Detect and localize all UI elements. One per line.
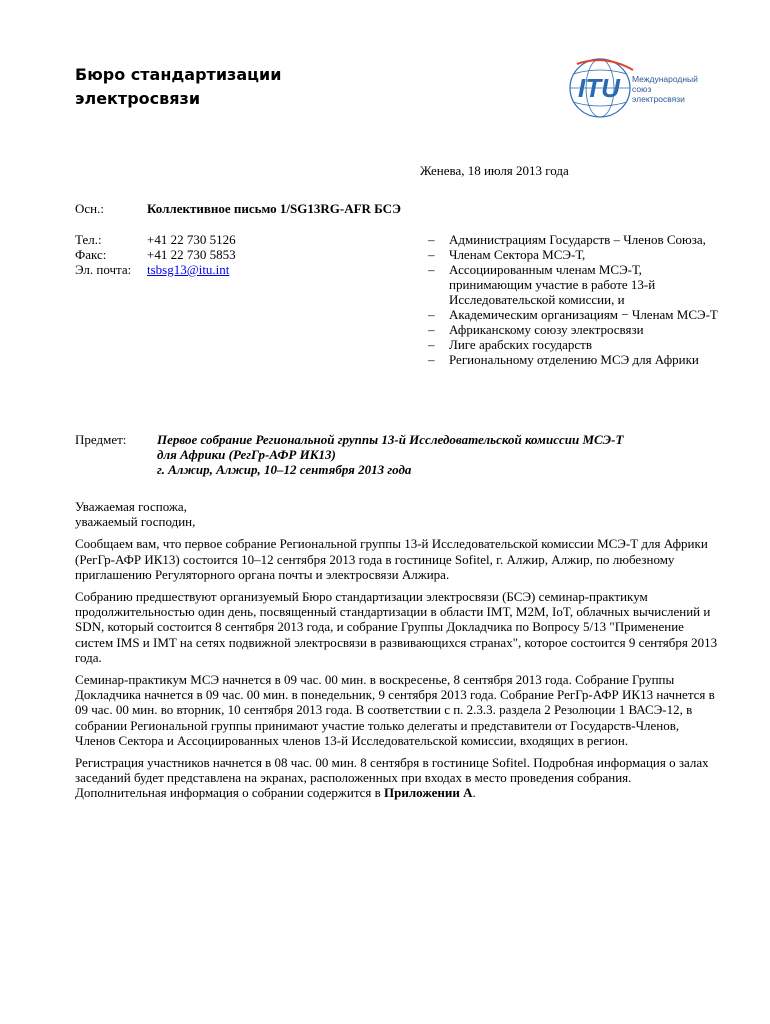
contact-fax — [75, 247, 236, 262]
greeting-line1: Уважаемая госпожа, — [75, 499, 187, 514]
contact-label: Факс: — [75, 247, 107, 262]
contact-value: +41 22 730 5126 — [147, 232, 236, 247]
subject — [157, 432, 717, 477]
greeting — [75, 499, 720, 529]
annex-reference: Приложении А — [384, 785, 473, 801]
contact-label: Тел.: — [75, 232, 102, 247]
reference-label: Осн.: — [75, 201, 104, 216]
contacts-block — [75, 232, 236, 277]
logo-abbr: ITU — [578, 73, 620, 103]
contact-label: Эл. почта: — [75, 262, 132, 277]
recipient-item: – Региональному отделению МСЭ для Африки — [428, 352, 718, 367]
subject-label: Предмет: — [75, 432, 127, 447]
date-line: Женева, 18 июля 2013 года — [420, 163, 569, 178]
logo-text — [632, 74, 698, 104]
contact-email — [75, 262, 236, 277]
subject-line3: г. Алжир, Алжир, 10–12 сентября 2013 года — [157, 462, 412, 477]
logo-text-line2: союз — [632, 84, 652, 94]
recipient-item: – Членам Сектора МСЭ-Т, — [428, 247, 718, 262]
logo-text-line1: Международный — [632, 74, 698, 84]
recipient-item: – Африканскому союзу электросвязи — [428, 322, 718, 337]
org-title-line2: электросвязи — [75, 89, 201, 108]
org-title-line1: Бюро стандартизации — [75, 65, 282, 84]
reference-value: Коллективное письмо 1/SG13RG-AFR БСЭ — [147, 201, 401, 216]
paragraph-4-text: Регистрация участников начнется в 08 час. 00 мин. 8 сентября в гостинице Sofitel. Подробная информация о залах заседаний будет представлена на экранах, расположенных при входах в место проведения собрания. Дополнительная информация о собрании содержится в — [75, 755, 709, 801]
paragraph-4 — [75, 755, 720, 801]
paragraph-3: Семинар-практикум МСЭ начнется в 09 час. 00 мин. в воскресенье, 8 сентября 2013 года. Собрание Группы Докладчика начнется в 09 час. 00 мин. в понедельник, 9 сентября 2013 года. Собрание РегГр-АФР ИК13 начнется в 09 час. 00 мин. во вторник, 10 сентября 2013 года. В соответствии с п. 2.3.3. раздела 2 Резолюции 1 ВАСЭ-12, в собрании Региональной группы принимают участие только делегаты и представители от Государств-Членов, Членов Сектора и Ассоциированных членов 13-й Исследовательской комиссии, входящих в регион. — [75, 672, 715, 748]
recipient-item: – Лиге арабских государств — [428, 337, 718, 352]
recipient-item: – Ассоциированным членам МСЭ-Т, принимающим участие в работе 13-й Исследовательской комиссии, и — [428, 262, 718, 307]
paragraph-2: Собранию предшествуют организуемый Бюро стандартизации электросвязи (БСЭ) семинар-практикум продолжительностью один день, посвященный стандартизации в области IMT, M2M, IoT, облачных вычислений и SDN, который состоится 8 сентября 2013 года, и собрание Группы Докладчика по Вопросу 5/13 "Применение систем IMS и IMT на сетях подвижной электросвязи в развивающихся странах", которое состоится 9 сентября 2013 года. — [75, 589, 718, 665]
contact-phone — [75, 232, 236, 247]
recipient-item: – Академическим организациям − Членам МСЭ-Т — [428, 307, 718, 322]
paragraph-4-end: . — [472, 785, 476, 801]
email-link[interactable]: tsbsg13@itu.int — [147, 262, 230, 277]
contact-value: +41 22 730 5853 — [147, 247, 236, 262]
greeting-line2: уважаемый господин, — [75, 514, 196, 530]
logo-text-line3: электросвязи — [632, 94, 685, 104]
letter-body — [75, 499, 720, 808]
recipients-list — [428, 232, 718, 367]
subject-line1: Первое собрание Региональной группы 13-й Исследовательской комиссии МСЭ-Т — [157, 432, 624, 447]
subject-line2: для Африки (РегГр-АФР ИК13) — [157, 447, 336, 462]
recipient-item: – Администрациям Государств – Членов Союза, — [428, 232, 718, 247]
paragraph-1: Сообщаем вам, что первое собрание Региональной группы 13-й Исследовательской комиссии МСЭ-Т для Африки (РегГр-АФР ИК13) состоится 10–12 сентября 2013 года в гостинице Sofitel, г. Алжир, Алжир, по любезному приглашению Регуляторного органа почты и электросвязи Алжира. — [75, 536, 708, 582]
org-title — [75, 63, 395, 111]
